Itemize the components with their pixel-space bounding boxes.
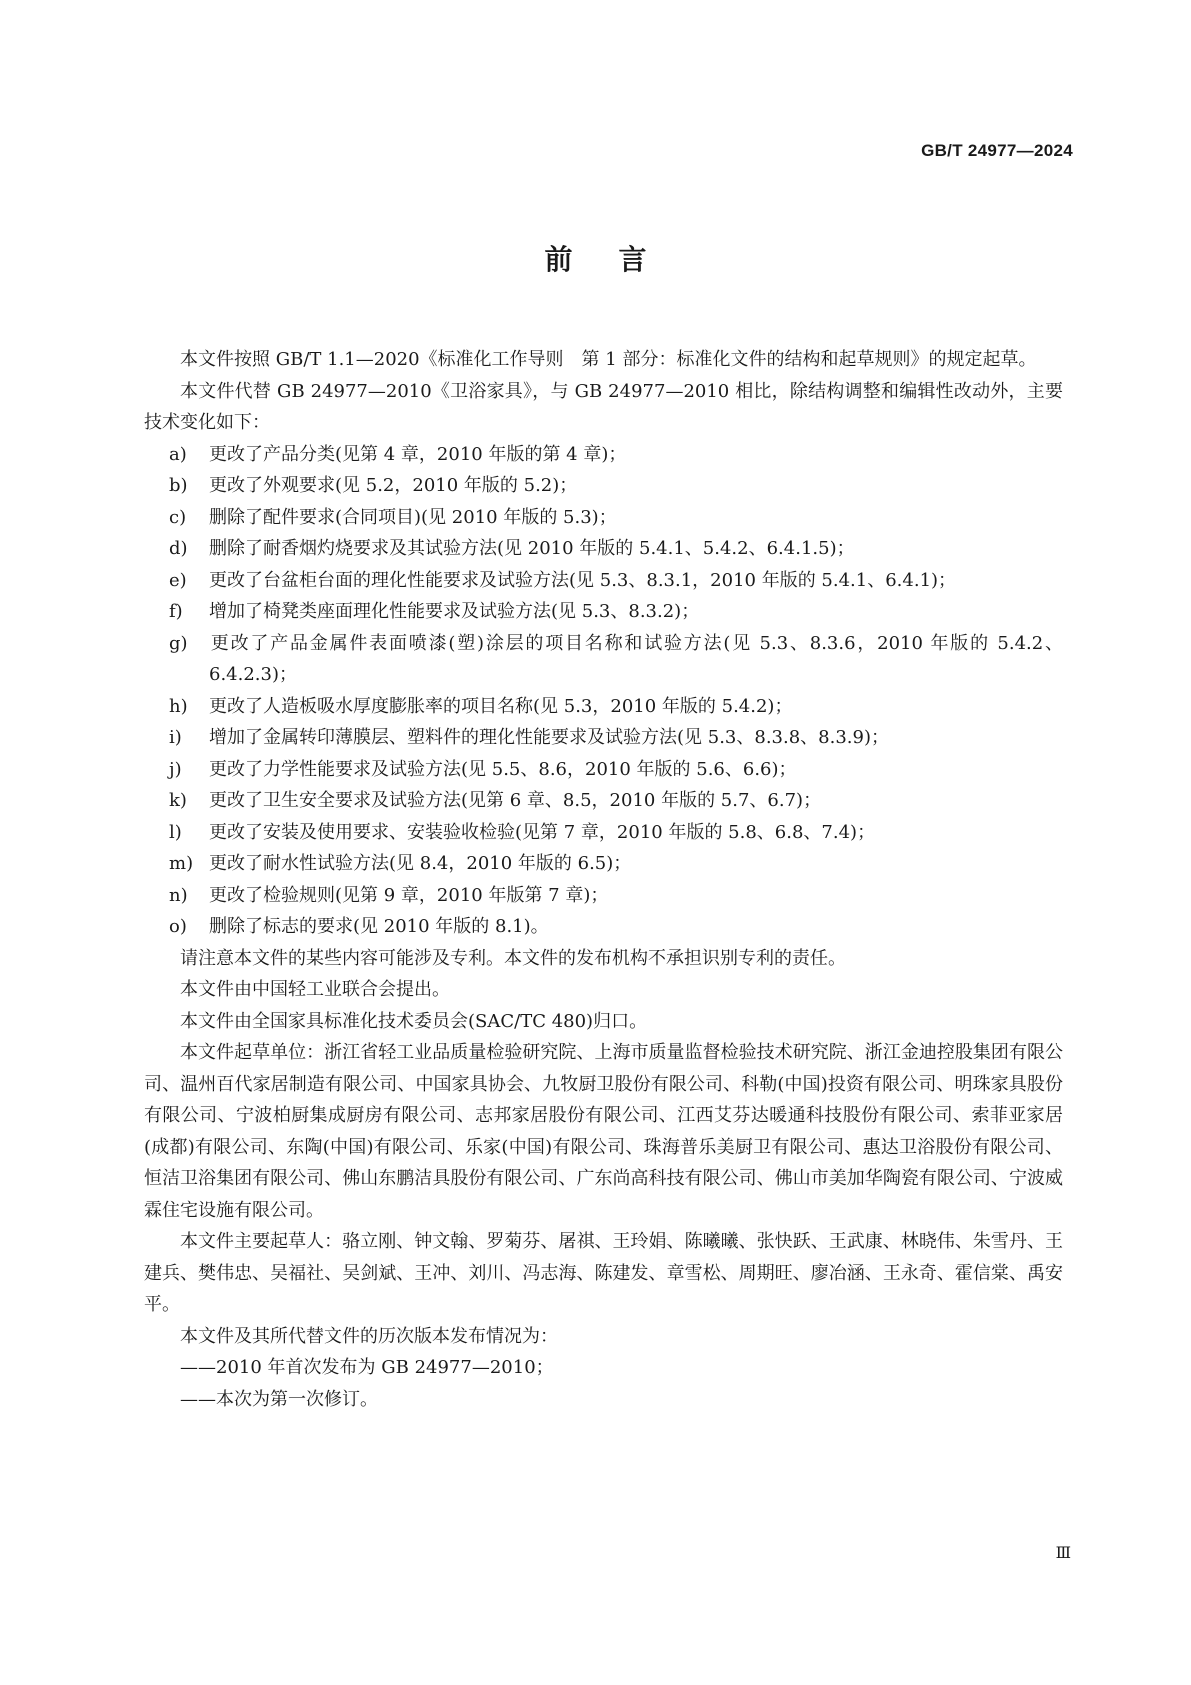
- list-marker: g): [169, 632, 188, 654]
- list-item: [144, 785, 1063, 817]
- list-marker: o): [169, 916, 187, 937]
- list-item: [144, 848, 1063, 880]
- list-item: [144, 596, 1063, 628]
- page-number: Ⅲ: [1055, 1543, 1071, 1562]
- changes-list: [144, 439, 1063, 943]
- list-item-text: 增加了金属转印薄膜层、塑料件的理化性能要求及试验方法(见 5.3、8.3.8、8.3.9)；: [209, 727, 889, 748]
- list-marker: n): [169, 884, 188, 906]
- list-marker: a): [169, 443, 187, 465]
- list-item-text: 更改了台盆柜台面的理化性能要求及试验方法(见 5.3、8.3.1，2010 年版的 5.4.1、6.4.1)；: [209, 569, 957, 591]
- list-item: [144, 754, 1063, 786]
- list-item-text: 删除了配件要求(合同项目)(见 2010 年版的 5.3)；: [209, 506, 617, 528]
- list-marker: k): [169, 790, 187, 811]
- list-item: [144, 565, 1063, 597]
- list-marker: d): [169, 538, 188, 559]
- list-marker: b): [169, 475, 188, 496]
- paragraph-history-intro: 本文件及其所代替文件的历次版本发布情况为：: [180, 1325, 558, 1347]
- list-item-text: 删除了标志的要求(见 2010 年版的 8.1)。: [209, 916, 549, 937]
- list-item-text: 更改了卫生安全要求及试验方法(见第 6 章、8.5，2010 年版的 5.7、6.7)；: [209, 790, 822, 811]
- list-marker: c): [169, 506, 187, 528]
- list-marker: l): [169, 821, 182, 843]
- list-item: [144, 502, 1063, 534]
- list-item: [144, 691, 1063, 723]
- list-marker: f): [169, 601, 183, 622]
- paragraph-proposed-by: 本文件由中国轻工业联合会提出。: [180, 979, 450, 1000]
- list-item-text: 更改了耐水性试验方法(见 8.4，2010 年版的 6.5)；: [209, 853, 632, 874]
- paragraph-replacement: 本文件代替 GB 24977—2010《卫浴家具》，与 GB 24977—2010 相比，除结构调整和编辑性改动外，主要技术变化如下：: [144, 380, 1063, 433]
- list-item-text: 更改了检验规则(见第 9 章，2010 年版第 7 章)；: [209, 884, 609, 906]
- list-item: [144, 533, 1063, 565]
- list-item-text: 更改了外观要求(见 5.2，2010 年版的 5.2)；: [209, 475, 578, 496]
- list-item-text: 更改了力学性能要求及试验方法(见 5.5、8.6，2010 年版的 5.6、6.6)；: [209, 758, 797, 780]
- foreword-body: [144, 344, 1063, 1415]
- paragraph-centralized-by: 本文件由全国家具标准化技术委员会(SAC/TC 480)归口。: [180, 1010, 648, 1032]
- list-item: [144, 911, 1063, 943]
- list-item-text: 删除了耐香烟灼烧要求及其试验方法(见 2010 年版的 5.4.1、5.4.2、6.4.1.5)；: [209, 538, 855, 559]
- list-item-text: 更改了产品金属件表面喷漆(塑)涂层的项目名称和试验方法(见 5.3、8.3.6，2010 年版的 5.4.2、6.4.2.3)；: [209, 632, 1063, 685]
- list-item: [144, 817, 1063, 849]
- list-marker: e): [169, 569, 187, 591]
- history-item: ——本次为第一次修订。: [180, 1388, 378, 1410]
- list-marker: j): [169, 758, 182, 780]
- list-item: [144, 722, 1063, 754]
- paragraph-patent-notice: 请注意本文件的某些内容可能涉及专利。本文件的发布机构不承担识别专利的责任。: [180, 947, 846, 969]
- list-item: [144, 628, 1063, 691]
- paragraph-drafting-units: 本文件起草单位：浙江省轻工业品质量检验研究院、上海市质量监督检验技术研究院、浙江金迪控股集团有限公司、温州百代家居制造有限公司、中国家具协会、九牧厨卫股份有限公司、科勒(中国)投资有限公司、明珠家具股份有限公司、宁波柏厨集成厨房有限公司、志邦家居股份有限公司、江西艾芬达暖通科技股份有限公司、索菲亚家居(成都)有限公司、东陶(中国)有限公司、乐家(中国)有限公司、珠海普乐美厨卫有限公司、惠达卫浴股份有限公司、恒洁卫浴集团有限公司、佛山东鹏洁具股份有限公司、广东尚高科技有限公司、佛山市美加华陶瓷有限公司、宁波威霖住宅设施有限公司。: [144, 1042, 1063, 1221]
- paragraph-drafters: 本文件主要起草人：骆立刚、钟文翰、罗菊芬、屠祺、王玲娟、陈曦曦、张快跃、王武康、林晓伟、朱雪丹、王建兵、樊伟忠、吴福社、吴剑斌、王冲、刘川、冯志海、陈建发、章雪松、周期旺、廖冶涵、王永奇、霍信棠、禹安平。: [144, 1231, 1063, 1315]
- list-item: [144, 439, 1063, 471]
- list-item: [144, 880, 1063, 912]
- list-item: [144, 470, 1063, 502]
- list-item-text: 更改了人造板吸水厚度膨胀率的项目名称(见 5.3，2010 年版的 5.4.2)；: [209, 695, 793, 717]
- standard-code: GB/T 24977—2024: [921, 141, 1073, 160]
- page-title: 前言: [544, 243, 693, 276]
- list-marker: m): [169, 853, 194, 874]
- paragraph-drafting-rules: 本文件按照 GB/T 1.1—2020《标准化工作导则 第 1 部分：标准化文件的结构和起草规则》的规定起草。: [180, 349, 1037, 370]
- list-item-text: 更改了产品分类(见第 4 章，2010 年版的第 4 章)；: [209, 443, 627, 465]
- history-item: ——2010 年首次发布为 GB 24977—2010；: [180, 1357, 554, 1378]
- list-marker: i): [169, 727, 182, 748]
- list-marker: h): [169, 695, 188, 717]
- list-item-text: 增加了椅凳类座面理化性能要求及试验方法(见 5.3、8.3.2)；: [209, 601, 700, 622]
- list-item-text: 更改了安装及使用要求、安装验收检验(见第 7 章，2010 年版的 5.8、6.8、7.4)；: [209, 821, 876, 843]
